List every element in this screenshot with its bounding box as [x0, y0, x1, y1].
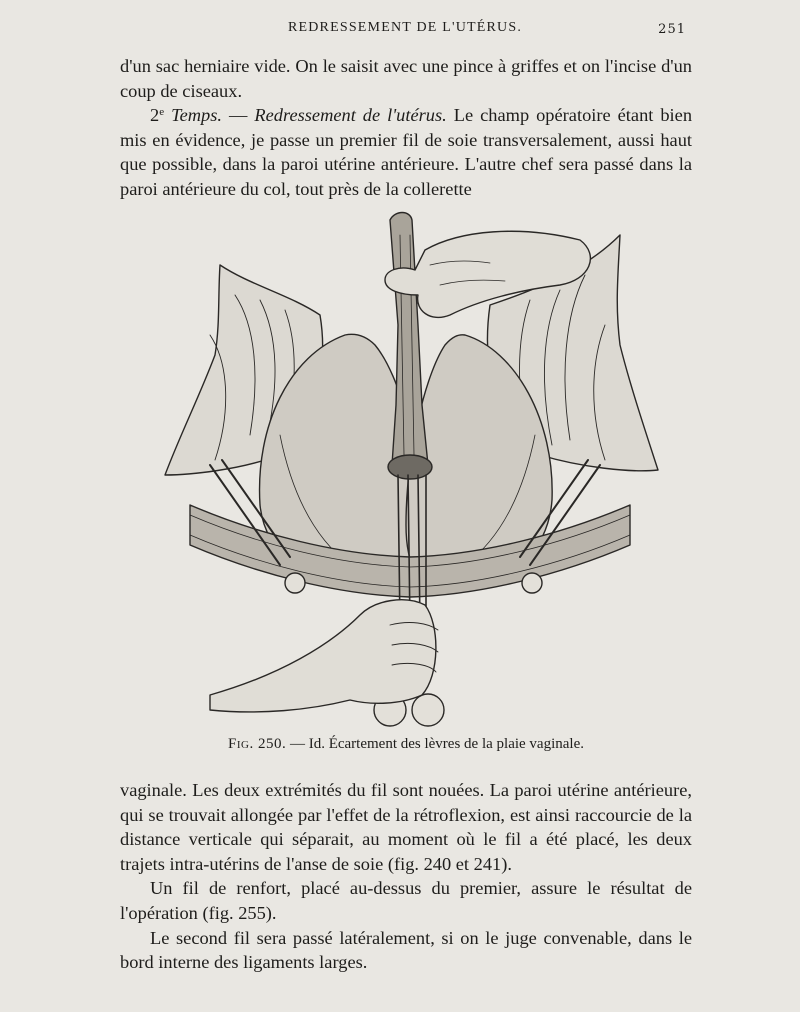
paragraph [120, 54, 692, 103]
paragraph-text: Le champ opératoire étant bien mis en évidence, je passe un premier fil de soie transversalement, aussi haut que possible, dans la paroi utérine antérieure. L'autre chef sera passé dans la paroi antérieure du col, tout près de la collerette [120, 105, 693, 199]
paragraph-text: Un fil de renfort, placé au-dessus du premier, assure le résultat de l'opération (fig. 255). [120, 878, 692, 923]
paragraph-text: d'un sac herniaire vide. On le saisit avec une pince à griffes et on l'incise d'un coup de ciseaux. [120, 56, 692, 101]
step-dash: — [222, 105, 255, 126]
paragraph-step-2 [120, 103, 692, 201]
step-word: Temps. [164, 105, 223, 126]
figure-caption [120, 736, 692, 753]
running-title: REDRESSEMENT DE L'UTÉRUS. [287, 20, 523, 35]
step-title: Redressement de l'utérus. [254, 105, 447, 126]
top-text-block [120, 54, 692, 202]
scissor-ring-right [412, 694, 444, 726]
running-head [120, 20, 690, 40]
paragraph [120, 876, 692, 925]
bottom-text-block [120, 778, 692, 975]
paragraph [120, 926, 692, 975]
lower-hand [210, 600, 436, 712]
surgical-illustration [160, 205, 660, 735]
paragraph-text: Le second fil sera passé latéralement, si on le juge convenable, dans le bord interne des ligaments larges. [120, 927, 692, 973]
figure-label: Fig. 250. [228, 736, 287, 752]
step-number: 2 [150, 105, 160, 126]
page-number: 251 [658, 22, 686, 37]
step-superscript: e [159, 106, 165, 119]
speculum [390, 213, 428, 466]
figure-caption-text: — Id. Écartement des lèvres de la plaie vaginale. [286, 736, 584, 752]
paragraph-text: vaginale. Les deux extrémités du fil sont nouées. La paroi utérine antérieure, qui se trouvait allongée par l'effet de la rétroflexion, est ainsi raccourcie de la distance verticale qui séparait, au moment où le fil a été placé, les deux trajets intra-utérins de l'anse de soie (fig. 240 et 241). [120, 780, 692, 874]
paragraph [120, 778, 692, 876]
